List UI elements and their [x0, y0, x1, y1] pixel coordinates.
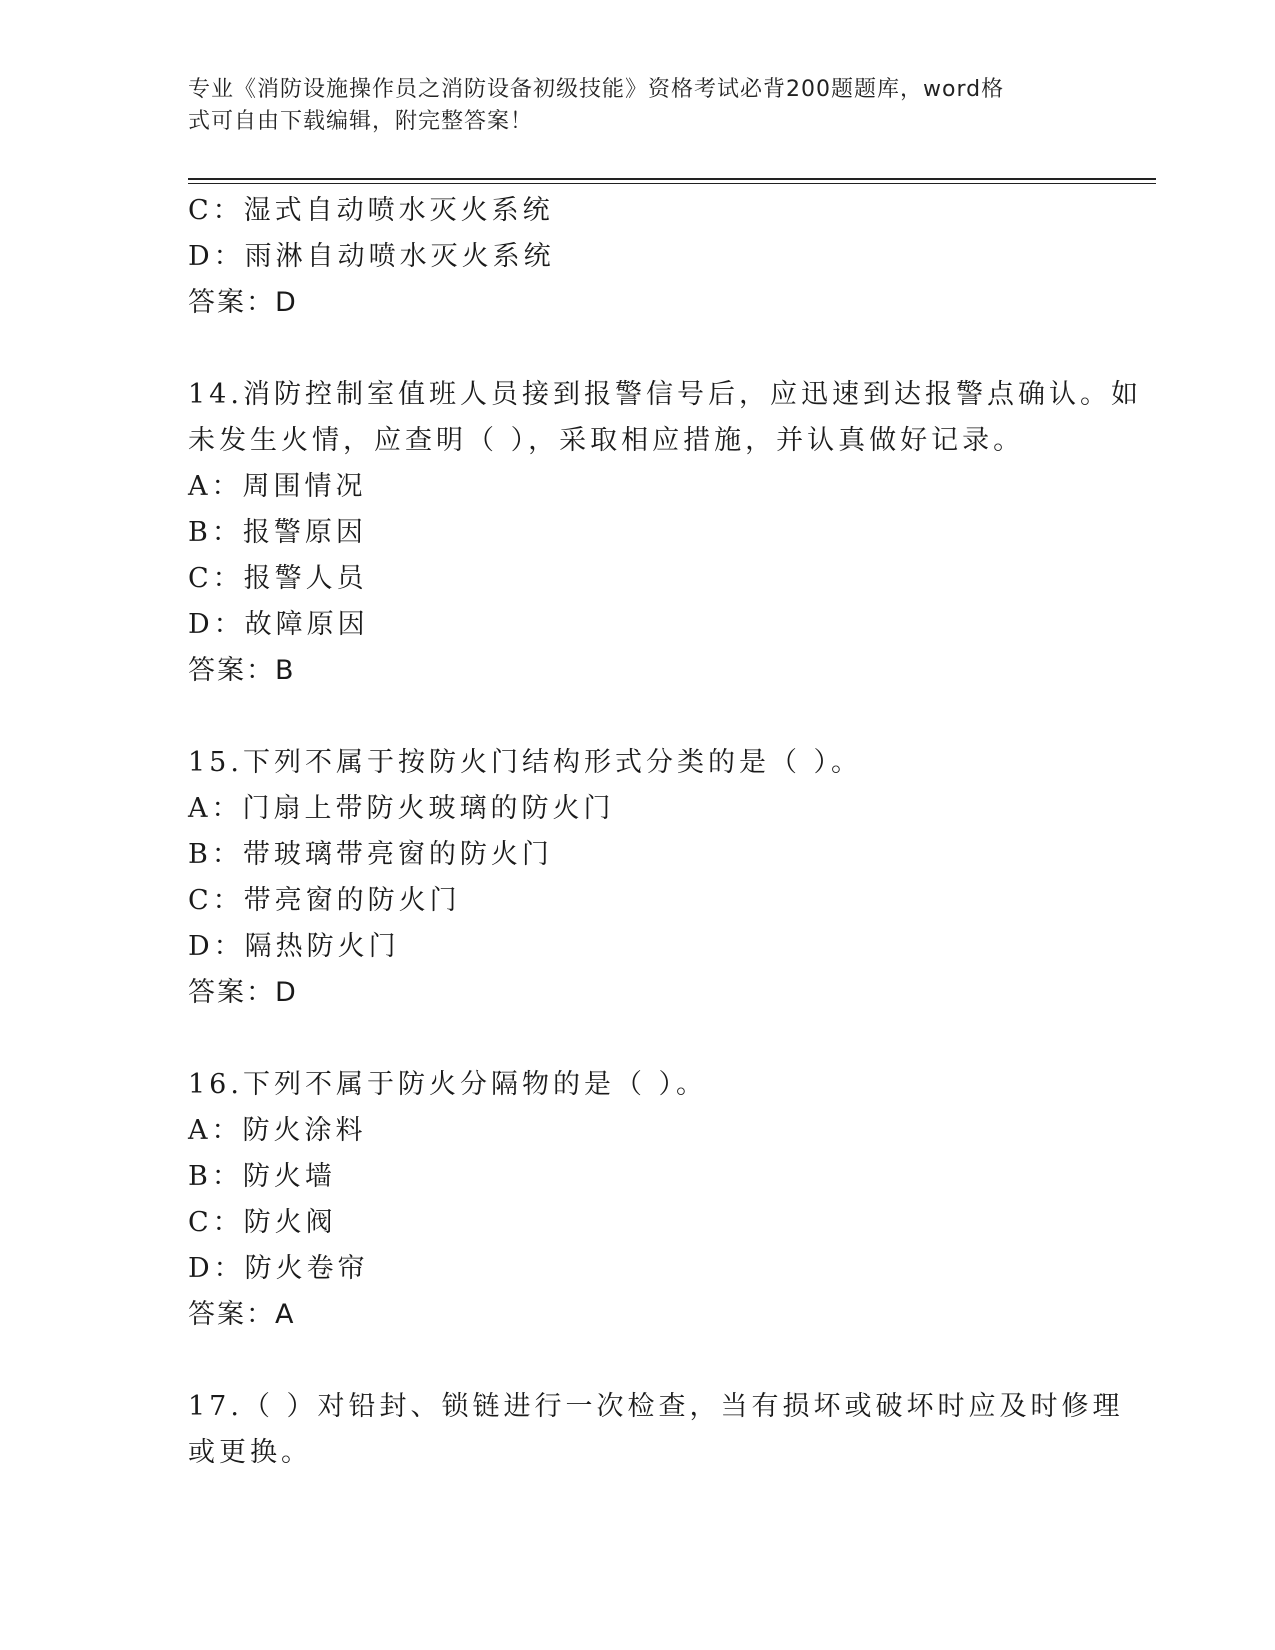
answer-line: 答案：D: [188, 287, 298, 318]
spacer: [188, 1016, 1088, 1062]
header-divider-thick: [188, 178, 1156, 180]
question-17: [188, 1384, 1124, 1476]
question-stem: 17.（ ）对铅封、锁链进行一次检查，当有损坏或破坏时应及时修理: [188, 1391, 1124, 1422]
spacer: [188, 1338, 1088, 1384]
option-d: D：雨淋自动喷水灭火系统: [188, 241, 555, 272]
option-a: A：周围情况: [188, 471, 367, 502]
question-stem-continued: 或更换。: [188, 1437, 312, 1468]
option-b: B：报警原因: [188, 517, 367, 548]
spacer: [188, 326, 1088, 372]
header-divider-thin: [188, 183, 1156, 184]
question-stem: 16.下列不属于防火分隔物的是（ ）。: [188, 1069, 708, 1100]
option-a: A：防火涂料: [188, 1115, 367, 1146]
answer-line: 答案：A: [188, 1299, 296, 1330]
header-line-2: 式可自由下载编辑，附完整答案！: [188, 109, 534, 134]
option-d: D：防火卷帘: [188, 1253, 369, 1284]
document-header: [188, 74, 1068, 138]
document-body: [188, 188, 1142, 1476]
option-d: D：隔热防火门: [188, 931, 400, 962]
option-c: C：防火阀: [188, 1207, 337, 1238]
spacer: [188, 694, 1088, 740]
answer-line: 答案：B: [188, 655, 296, 686]
question-15: [188, 740, 1088, 1016]
question-14: [188, 372, 1142, 694]
option-b: B：防火墙: [188, 1161, 336, 1192]
question-16: [188, 1062, 1088, 1338]
option-d: D：故障原因: [188, 609, 369, 640]
option-a: A：门扇上带防火玻璃的防火门: [188, 793, 615, 824]
option-c: C：湿式自动喷水灭火系统: [188, 195, 554, 226]
option-c: C：带亮窗的防火门: [188, 885, 461, 916]
question-stem: 15.下列不属于按防火门结构形式分类的是（ ）。: [188, 747, 863, 778]
option-c: C：报警人员: [188, 563, 368, 594]
question-stem: 14.消防控制室值班人员接到报警信号后，应迅速到达报警点确认。如: [188, 379, 1142, 410]
option-b: B：带玻璃带亮窗的防火门: [188, 839, 553, 870]
header-line-1: 专业《消防设施操作员之消防设备初级技能》资格考试必背200题题库，word格: [188, 77, 1005, 102]
answer-line: 答案：D: [188, 977, 298, 1008]
question-stem-continued: 未发生火情，应查明（ ），采取相应措施，并认真做好记录。: [188, 425, 1025, 456]
